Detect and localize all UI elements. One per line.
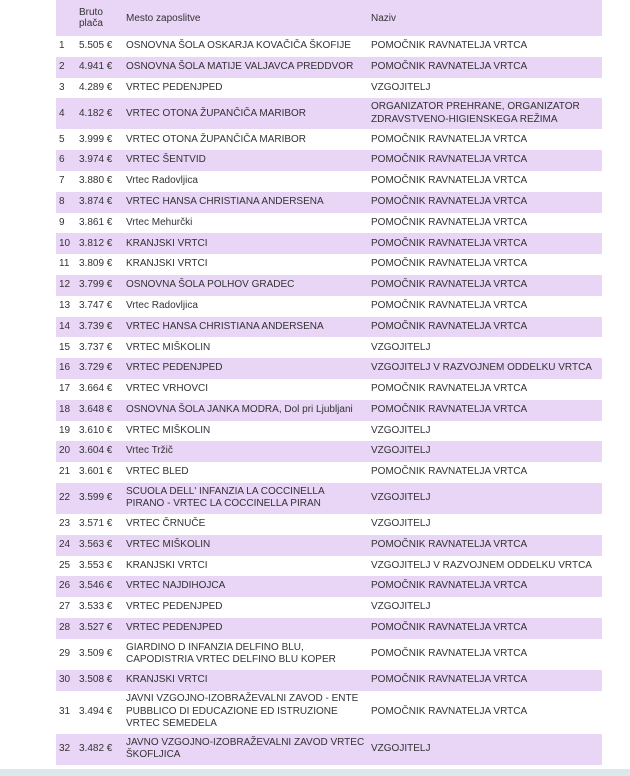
title-cell: VZGOJITELJ: [371, 518, 431, 530]
employer-cell: OSNOVNA ŠOLA OSKARJA KOVAČIČA ŠKOFIJE: [126, 40, 351, 52]
gross-salary-cell: 3.809 €: [79, 258, 113, 270]
salary-table-container: [56, 0, 602, 765]
title-cell: POMOČNIK RAVNATELJA VRTCA: [371, 580, 528, 592]
title-cell: ORGANIZATOR PREHRANE, ORGANIZATOR ZDRAVSTVENO-HIGIENSKEGA REŽIMA: [371, 101, 580, 125]
employer-cell: VRTEC MIŠKOLIN: [126, 341, 211, 353]
gross-salary-cell: 4.182 €: [79, 107, 113, 119]
employer-cell: VRTEC NAJDIHOJCA: [126, 580, 226, 592]
gross-salary-cell: 3.737 €: [79, 341, 113, 353]
table-row: [56, 618, 602, 639]
table-row: [56, 734, 602, 765]
rank-cell: 2: [59, 60, 65, 72]
gross-salary-cell: 3.508 €: [79, 673, 113, 685]
employer-cell: OSNOVNA ŠOLA POLHOV GRADEC: [126, 279, 295, 291]
table-row: [56, 78, 602, 99]
table-row: [56, 213, 602, 234]
employer-cell: VRTEC PEDENJPED: [126, 362, 223, 374]
title-cell: VZGOJITELJ: [371, 492, 431, 504]
rank-cell: 30: [59, 673, 71, 685]
rank-cell: 11: [59, 258, 70, 270]
table-header-row: [56, 0, 602, 36]
title-cell: POMOČNIK RAVNATELJA VRTCA: [371, 647, 528, 659]
title-cell: POMOČNIK RAVNATELJA VRTCA: [371, 673, 528, 685]
gross-salary-cell: 3.553 €: [79, 559, 113, 571]
rank-cell: 6: [59, 154, 65, 166]
column-header-rank[interactable]: [56, 0, 76, 36]
employer-cell: KRANJSKI VRTCI: [126, 559, 208, 571]
gross-salary-cell: 3.601 €: [79, 466, 113, 478]
rank-cell: 12: [59, 279, 71, 291]
table-row: [56, 514, 602, 535]
employer-cell: VRTEC PEDENJPED: [126, 601, 223, 613]
title-cell: POMOČNIK RAVNATELJA VRTCA: [371, 237, 528, 249]
table-row: [56, 171, 602, 192]
rank-cell: 1: [59, 40, 65, 52]
table-row: [56, 358, 602, 379]
employer-cell: Vrtec Mehurčki: [126, 216, 193, 228]
title-cell: POMOČNIK RAVNATELJA VRTCA: [371, 133, 528, 145]
rank-cell: 4: [59, 107, 65, 119]
gross-salary-cell: 3.739 €: [79, 320, 113, 332]
title-cell: VZGOJITELJ: [371, 742, 431, 754]
title-cell: POMOČNIK RAVNATELJA VRTCA: [371, 279, 528, 291]
employer-cell: KRANJSKI VRTCI: [126, 673, 208, 685]
gross-salary-cell: 3.861 €: [79, 216, 113, 228]
title-cell: POMOČNIK RAVNATELJA VRTCA: [371, 705, 528, 717]
employer-cell: Vrtec Radovljica: [126, 299, 198, 311]
gross-salary-cell: 3.880 €: [79, 175, 113, 187]
rank-cell: 16: [59, 362, 71, 374]
rank-cell: 18: [59, 403, 71, 415]
gross-salary-cell: 3.604 €: [79, 445, 113, 457]
rank-cell: 28: [59, 622, 71, 634]
gross-salary-cell: 3.546 €: [79, 580, 113, 592]
rank-cell: 13: [59, 299, 71, 311]
table-row: [56, 150, 602, 171]
title-cell: POMOČNIK RAVNATELJA VRTCA: [371, 40, 528, 52]
employer-cell: KRANJSKI VRTCI: [126, 258, 208, 270]
table-row: [56, 379, 602, 400]
title-cell: POMOČNIK RAVNATELJA VRTCA: [371, 60, 528, 72]
rank-cell: 3: [59, 81, 65, 93]
table-row: [56, 639, 602, 670]
title-cell: VZGOJITELJ V RAZVOJNEM ODDELKU VRTCA: [371, 559, 592, 571]
employer-cell: VRTEC OTONA ŽUPANČIČA MARIBOR: [126, 133, 307, 145]
gross-salary-cell: 4.289 €: [79, 81, 113, 93]
gross-salary-cell: 4.941 €: [79, 60, 113, 72]
employer-cell: KRANJSKI VRTCI: [126, 237, 208, 249]
rank-cell: 17: [59, 383, 71, 395]
column-header-employer[interactable]: Mesto zaposlitve: [126, 12, 201, 24]
rank-cell: 19: [59, 424, 71, 436]
employer-cell: VRTEC HANSA CHRISTIANA ANDERSENA: [126, 195, 324, 207]
title-cell: POMOČNIK RAVNATELJA VRTCA: [371, 195, 528, 207]
rank-cell: 15: [59, 341, 71, 353]
rank-cell: 5: [59, 133, 65, 145]
title-cell: POMOČNIK RAVNATELJA VRTCA: [371, 216, 528, 228]
table-row: [56, 57, 602, 78]
title-cell: POMOČNIK RAVNATELJA VRTCA: [371, 403, 528, 415]
gross-salary-cell: 3.799 €: [79, 279, 113, 291]
table-row: [56, 483, 602, 514]
rank-cell: 27: [59, 601, 71, 613]
employer-cell: OSNOVNA ŠOLA JANKA MODRA, Dol pri Ljubljani: [126, 403, 353, 415]
rank-cell: 26: [59, 580, 71, 592]
table-row: [56, 462, 602, 483]
title-cell: VZGOJITELJ: [371, 445, 431, 457]
salary-table: [56, 0, 602, 765]
table-row: [56, 597, 602, 618]
table-row: [56, 337, 602, 358]
rank-cell: 29: [59, 647, 71, 659]
gross-salary-cell: 3.563 €: [79, 538, 113, 550]
employer-cell: VRTEC ŠENTVID: [126, 154, 206, 166]
table-row: [56, 441, 602, 462]
employer-cell: OSNOVNA ŠOLA MATIJE VALJAVCA PREDDVOR: [126, 60, 354, 72]
gross-salary-cell: 3.482 €: [79, 742, 113, 754]
table-row: [56, 296, 602, 317]
gross-salary-cell: 3.729 €: [79, 362, 113, 374]
title-cell: VZGOJITELJ V RAZVOJNEM ODDELKU VRTCA: [371, 362, 592, 374]
table-row: [56, 275, 602, 296]
gross-salary-cell: 3.599 €: [79, 492, 113, 504]
gross-salary-cell: 3.812 €: [79, 237, 113, 249]
title-cell: VZGOJITELJ: [371, 601, 431, 613]
gross-salary-cell: 3.527 €: [79, 622, 113, 634]
rank-cell: 25: [59, 559, 71, 571]
employer-cell: VRTEC BLED: [126, 466, 189, 478]
employer-cell: Vrtec Radovljica: [126, 175, 198, 187]
employer-cell: VRTEC OTONA ŽUPANČIČA MARIBOR: [126, 107, 307, 119]
bottom-scroll-strip: [0, 769, 630, 776]
title-cell: POMOČNIK RAVNATELJA VRTCA: [371, 383, 528, 395]
employer-cell: SCUOLA DELL' INFANZIA LA COCCINELLA PIRANO - VRTEC LA COCCINELLA PIRAN: [126, 485, 325, 510]
table-row: [56, 317, 602, 338]
gross-salary-cell: 5.505 €: [79, 40, 113, 52]
table-row: [56, 254, 602, 275]
rank-cell: 9: [59, 216, 65, 228]
gross-salary-cell: 3.974 €: [79, 154, 113, 166]
table-row: [56, 98, 602, 129]
rank-cell: 7: [59, 175, 65, 187]
rank-cell: 32: [59, 742, 71, 754]
table-body: [56, 36, 602, 765]
employer-cell: VRTEC HANSA CHRISTIANA ANDERSENA: [126, 320, 324, 332]
employer-cell: VRTEC ČRNUČE: [126, 518, 206, 530]
employer-cell: VRTEC VRHOVCI: [126, 383, 209, 395]
rank-cell: 14: [59, 320, 71, 332]
title-cell: VZGOJITELJ: [371, 424, 431, 436]
table-row: [56, 192, 602, 213]
employer-cell: GIARDINO D INFANZIA DELFINO BLU, CAPODISTRIA VRTEC DELFINO BLU KOPER: [126, 641, 336, 666]
table-row: [56, 556, 602, 577]
rank-cell: 23: [59, 518, 71, 530]
rank-cell: 22: [59, 492, 71, 504]
table-row: [56, 233, 602, 254]
table-row: [56, 576, 602, 597]
employer-cell: Vrtec Tržič: [126, 445, 173, 457]
table-row: [56, 535, 602, 556]
employer-cell: VRTEC PEDENJPED: [126, 622, 223, 634]
title-cell: POMOČNIK RAVNATELJA VRTCA: [371, 622, 528, 634]
employer-cell: JAVNO VZGOJNO-IZOBRAŽEVALNI ZAVOD VRTEC ŠKOFLJICA: [126, 736, 365, 761]
rank-cell: 31: [59, 705, 71, 717]
gross-salary-cell: 3.747 €: [79, 299, 113, 311]
rank-cell: 20: [59, 445, 71, 457]
table-row: [56, 421, 602, 442]
rank-cell: 8: [59, 195, 65, 207]
gross-salary-cell: 3.874 €: [79, 195, 113, 207]
gross-salary-cell: 3.999 €: [79, 133, 113, 145]
gross-salary-cell: 3.494 €: [79, 705, 113, 717]
title-cell: POMOČNIK RAVNATELJA VRTCA: [371, 466, 528, 478]
employer-cell: JAVNI VZGOJNO-IZOBRAŽEVALNI ZAVOD - ENTE PUBBLICO DI EDUCAZIONE ED ISTRUZIONE VRTEC SEMEDELA: [126, 693, 359, 730]
title-cell: POMOČNIK RAVNATELJA VRTCA: [371, 299, 528, 311]
gross-salary-cell: 3.664 €: [79, 383, 113, 395]
rank-cell: 24: [59, 538, 71, 550]
gross-salary-cell: 3.571 €: [79, 518, 113, 530]
table-row: [56, 129, 602, 150]
title-cell: VZGOJITELJ: [371, 341, 431, 353]
employer-cell: VRTEC PEDENJPED: [126, 81, 223, 93]
title-cell: POMOČNIK RAVNATELJA VRTCA: [371, 154, 528, 166]
gross-salary-cell: 3.648 €: [79, 403, 113, 415]
title-cell: POMOČNIK RAVNATELJA VRTCA: [371, 320, 528, 332]
title-cell: POMOČNIK RAVNATELJA VRTCA: [371, 175, 528, 187]
table-row: [56, 36, 602, 57]
table-row: [56, 670, 602, 691]
title-cell: POMOČNIK RAVNATELJA VRTCA: [371, 538, 528, 550]
title-cell: POMOČNIK RAVNATELJA VRTCA: [371, 258, 528, 270]
column-header-title[interactable]: Naziv: [371, 12, 397, 24]
gross-salary-cell: 3.610 €: [79, 424, 113, 436]
title-cell: VZGOJITELJ: [371, 81, 431, 93]
rank-cell: 21: [59, 466, 71, 478]
employer-cell: VRTEC MIŠKOLIN: [126, 538, 211, 550]
rank-cell: 10: [59, 237, 71, 249]
table-row: [56, 691, 602, 734]
column-header-gross-salary[interactable]: Bruto plača: [79, 7, 103, 29]
gross-salary-cell: 3.509 €: [79, 647, 113, 659]
gross-salary-cell: 3.533 €: [79, 601, 113, 613]
table-row: [56, 400, 602, 421]
employer-cell: VRTEC MIŠKOLIN: [126, 424, 211, 436]
